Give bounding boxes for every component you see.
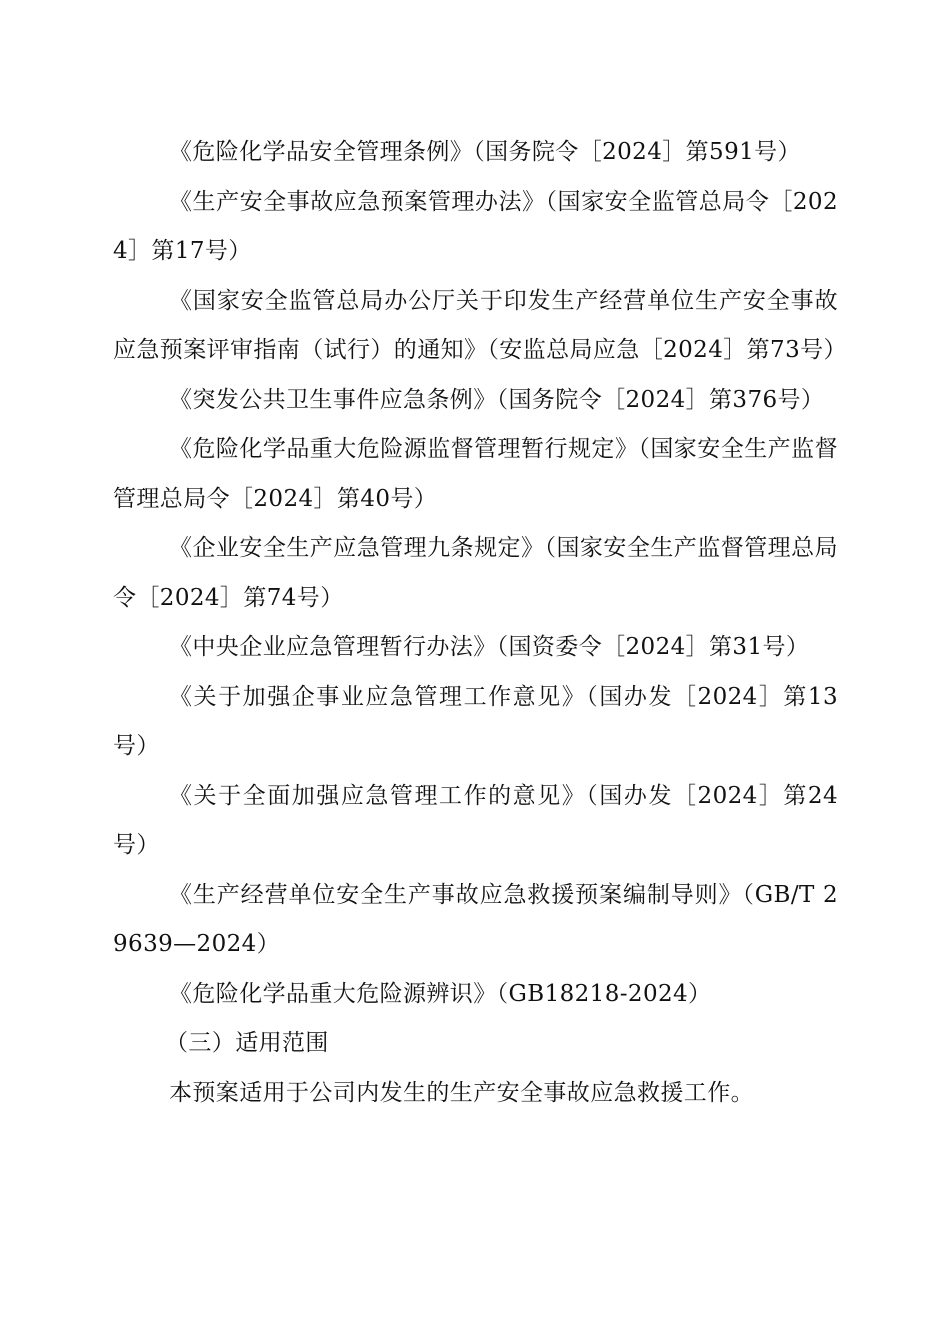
regulation-item: 《国家安全监管总局办公厅关于印发生产经营单位生产安全事故应急预案评审指南（试行）的通知》（安监总局应急［2024］第73号）: [113, 287, 847, 363]
section-heading: （三）适用范围: [165, 1030, 329, 1056]
document-body: [113, 128, 847, 1118]
regulation-item: 《危险化学品安全管理条例》（国务院令［2024］第591号）: [169, 139, 801, 165]
regulation-item: 《危险化学品重大危险源监督管理暂行规定》（国家安全生产监督管理总局令［2024］第40号）: [113, 436, 838, 512]
regulation-item: 《危险化学品重大危险源辨识》（GB18218-2024）: [169, 980, 712, 1007]
regulation-item: 《关于全面加强应急管理工作的意见》（国办发［2024］第24号）: [113, 782, 838, 858]
regulation-item: 《中央企业应急管理暂行办法》（国资委令［2024］第31号）: [169, 634, 810, 660]
regulation-item: 《生产安全事故应急预案管理办法》（国家安全监管总局令［2024］第17号）: [113, 188, 838, 264]
scope-paragraph: 本预案适用于公司内发生的生产安全事故应急救援工作。: [169, 1079, 754, 1106]
regulation-item: 《突发公共卫生事件应急条例》（国务院令［2024］第376号）: [169, 386, 825, 413]
regulation-item: 《生产经营单位安全生产事故应急救援预案编制导则》（GB/T 29639—2024）: [113, 881, 838, 957]
regulation-item: 《关于加强企事业应急管理工作意见》（国办发［2024］第13号）: [113, 683, 838, 759]
regulation-item: 《企业安全生产应急管理九条规定》（国家安全生产监督管理总局令［2024］第74号）: [113, 535, 838, 611]
